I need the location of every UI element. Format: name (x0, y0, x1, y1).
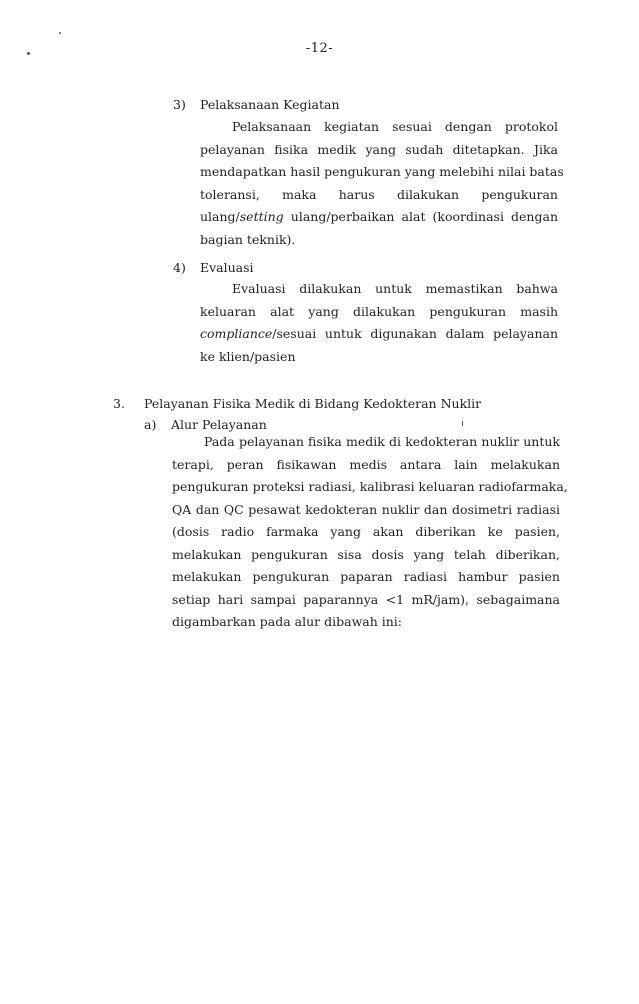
section-heading: Pelayanan Fisika Medik di Bidang Kedokteran Nuklir (144, 396, 482, 411)
paragraph-line: ke klien/pasien (200, 348, 296, 364)
text-run: ulang/ (200, 209, 240, 224)
paragraph-line: setiap hari sampai paparannya <1 mR/jam), sebagaimana (172, 591, 560, 607)
paragraph-line-mixed (200, 206, 558, 229)
text-run: /sesuai untuk digunakan dalam pelayanan (272, 326, 558, 341)
item-number-4: 4) (173, 260, 186, 275)
subsection-letter-a: a) (144, 417, 157, 432)
subsection-a-paragraph (172, 431, 568, 634)
paragraph-line: keluaran alat yang dilakukan pengukuran masih (200, 303, 558, 319)
paragraph-line: pelayanan fisika medik yang sudah ditetapkan. Jika (200, 141, 558, 157)
paragraph-line: Evaluasi dilakukan untuk memastikan bahwa (232, 281, 558, 296)
scan-speck (59, 32, 61, 34)
subsection-heading: Alur Pelayanan (171, 417, 267, 432)
section-number-3: 3. (113, 396, 125, 411)
emphasized-text: compliance (200, 326, 273, 341)
page-number: -12- (305, 41, 334, 56)
paragraph-line: Pelaksanaan kegiatan sesuai dengan protokol (232, 119, 558, 134)
paragraph-line: melakukan pengukuran sisa dosis yang telah diberikan, (172, 546, 560, 562)
item-heading-pelaksanaan: Pelaksanaan Kegiatan (200, 97, 340, 112)
paragraph-line: melakukan pengukuran paparan radiasi hambur pasien (172, 569, 560, 584)
scan-speck (462, 421, 463, 426)
item3-paragraph (200, 116, 564, 251)
emphasized-text: setting (239, 209, 284, 224)
paragraph-line: QA dan QC pesawat kedokteran nuklir dan dosimetri radiasi (172, 501, 560, 517)
paragraph-line: (dosis radio farmaka yang akan diberikan ke pasien, (172, 524, 560, 539)
item-heading-evaluasi: Evaluasi (200, 260, 254, 275)
item4-paragraph (200, 278, 558, 368)
paragraph-line: toleransi, maka harus dilakukan pengukuran (200, 186, 558, 202)
paragraph-line: digambarkan pada alur dibawah ini: (172, 614, 403, 629)
text-run: ulang/perbaikan alat (koordinasi dengan (283, 209, 558, 224)
paragraph-line-mixed (200, 323, 558, 346)
paragraph-line: mendapatkan hasil pengukuran yang melebihi nilai batas (200, 164, 564, 179)
paragraph-line: bagian teknik). (200, 231, 296, 247)
paragraph-line: pengukuran proteksi radiasi, kalibrasi keluaran radiofarmaka, (172, 479, 568, 494)
paragraph-line: Pada pelayanan fisika medik di kedokteran nuklir untuk (204, 434, 560, 449)
item-number-3: 3) (173, 97, 186, 112)
paragraph-line: terapi, peran fisikawan medis antara lain melakukan (172, 456, 560, 472)
